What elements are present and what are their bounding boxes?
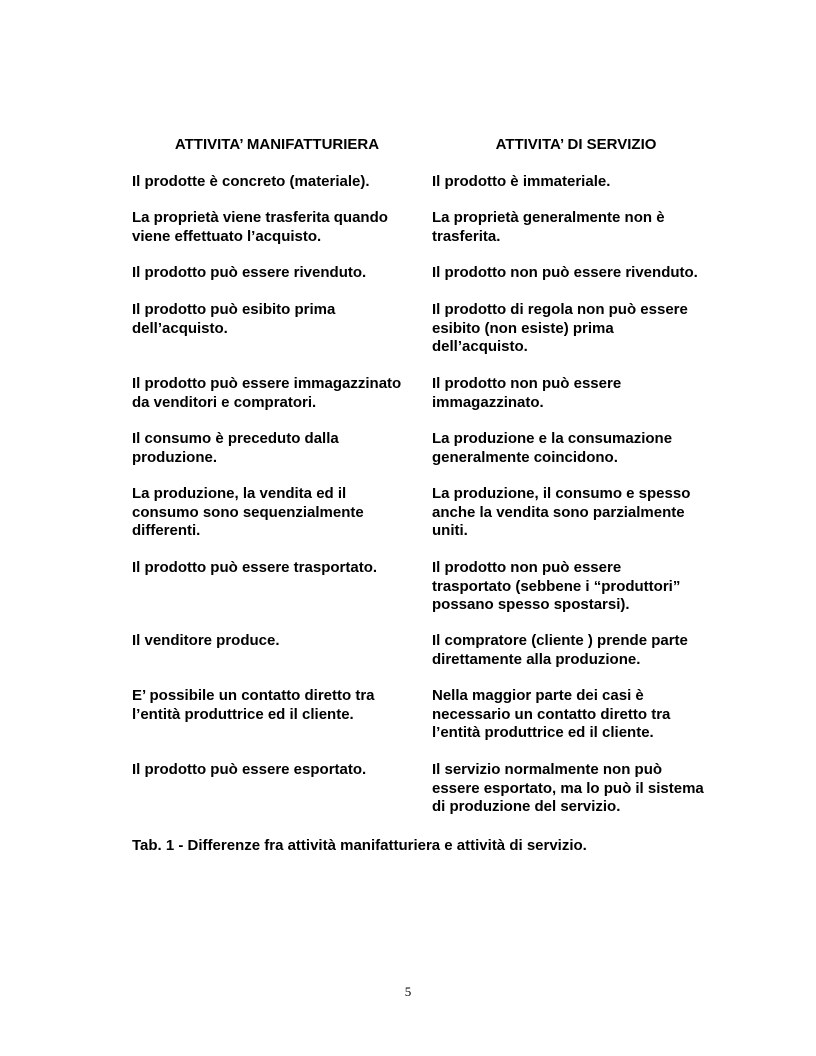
- manufacturing-cell: Il prodotto può essere trasportato.: [132, 559, 378, 576]
- manufacturing-cell: Il prodotto può essere esportato.: [132, 761, 367, 778]
- table-caption: Tab. 1 - Differenze fra attività manifatturiera e attività di servizio.: [132, 837, 587, 854]
- service-cell: Il prodotto non può essere rivenduto.: [432, 264, 698, 281]
- manufacturing-cell: Il prodotto può essere immagazzinato da venditori e compratori.: [132, 375, 402, 411]
- manufacturing-cell: Il venditore produce.: [132, 632, 280, 649]
- manufacturing-cell: Il prodotto può esibito prima dell’acquisto.: [132, 301, 336, 337]
- manufacturing-cell: Il prodotte è concreto (materiale).: [132, 173, 370, 190]
- service-cell: La produzione e la consumazione generalmente coincidono.: [432, 430, 673, 466]
- service-cell: Nella maggior parte dei casi è necessario un contatto diretto tra l’entità produttrice ed il cliente.: [432, 687, 671, 741]
- manufacturing-cell: La produzione, la vendita ed il consumo sono sequenzialmente differenti.: [132, 485, 364, 539]
- service-cell: Il prodotto è immateriale.: [432, 173, 611, 190]
- service-cell: La produzione, il consumo e spesso anche la vendita sono parzialmente uniti.: [432, 485, 691, 539]
- service-cell: Il servizio normalmente non può essere esportato, ma lo può il sistema di produzione del servizio.: [432, 761, 704, 815]
- header-manufacturing: ATTIVITA’ MANIFATTURIERA: [174, 136, 380, 153]
- page-number: 5: [404, 984, 412, 999]
- service-cell: La proprietà generalmente non è trasferita.: [432, 209, 665, 245]
- header-service: ATTIVITA’ DI SERVIZIO: [495, 136, 657, 153]
- manufacturing-cell: Il prodotto può essere rivenduto.: [132, 264, 367, 281]
- service-cell: Il prodotto non può essere trasportato (sebbene i “produttori” possano spesso spostarsi).: [432, 559, 681, 613]
- service-cell: Il prodotto di regola non può essere esibito (non esiste) prima dell’acquisto.: [432, 301, 688, 355]
- service-cell: Il prodotto non può essere immagazzinato.: [432, 375, 622, 411]
- manufacturing-cell: Il consumo è preceduto dalla produzione.: [132, 430, 339, 466]
- manufacturing-cell: E’ possibile un contatto diretto tra l’entità produttrice ed il cliente.: [132, 687, 375, 723]
- service-cell: Il compratore (cliente ) prende parte direttamente alla produzione.: [432, 632, 688, 668]
- manufacturing-cell: La proprietà viene trasferita quando viene effettuato l’acquisto.: [132, 209, 388, 245]
